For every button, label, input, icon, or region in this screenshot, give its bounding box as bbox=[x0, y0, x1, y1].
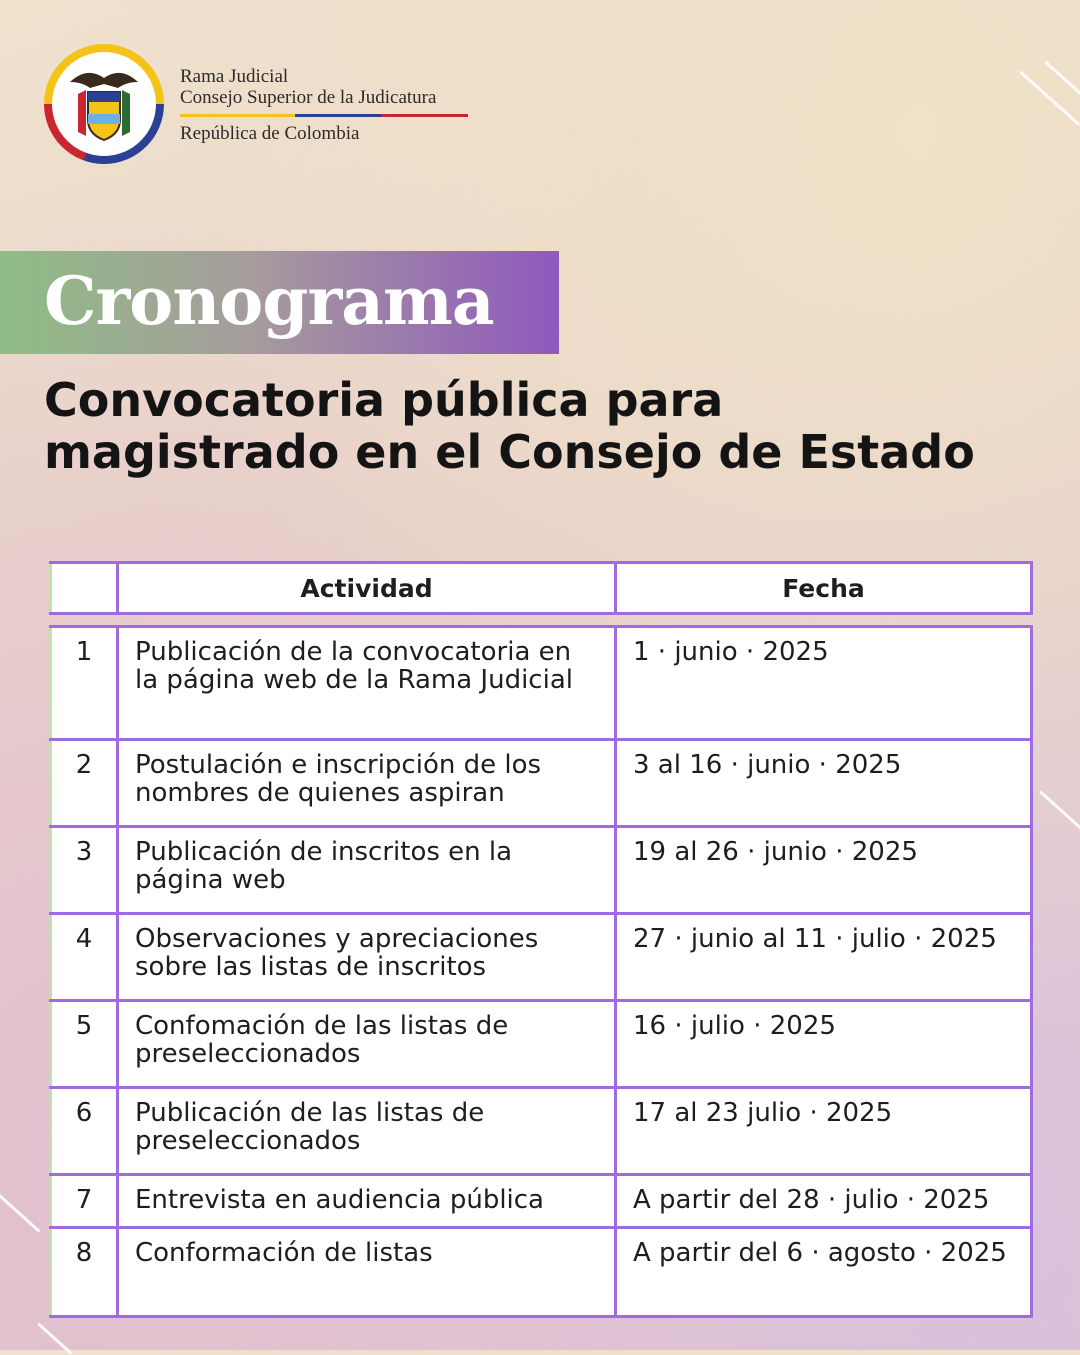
row-activity: Publicación de inscritos en la página web bbox=[118, 827, 616, 914]
table-row bbox=[51, 1175, 1032, 1228]
row-number: 2 bbox=[51, 740, 118, 827]
org-line-1: Rama Judicial bbox=[180, 66, 289, 87]
row-number: 1 bbox=[51, 627, 118, 740]
row-activity: Publicación de la convocatoria en la página web de la Rama Judicial bbox=[118, 627, 616, 740]
decorative-streak bbox=[1039, 790, 1080, 832]
row-activity: Observaciones y apreciaciones sobre las listas de inscritos bbox=[118, 914, 616, 1001]
table-row bbox=[51, 627, 1032, 740]
table-row bbox=[51, 1001, 1032, 1088]
page-headline bbox=[44, 374, 1044, 478]
headline-line-2: magistrado en el Consejo de Estado bbox=[44, 425, 975, 479]
row-date: 27 · junio al 11 · julio · 2025 bbox=[616, 914, 1032, 1001]
org-line-2: Consejo Superior de la Judicatura bbox=[180, 87, 437, 108]
row-number: 7 bbox=[51, 1175, 118, 1228]
row-date: 19 al 26 · junio · 2025 bbox=[616, 827, 1032, 914]
header-number-cell bbox=[51, 563, 118, 614]
row-date: 1 · junio · 2025 bbox=[616, 627, 1032, 740]
row-date: A partir del 6 · agosto · 2025 bbox=[616, 1228, 1032, 1317]
row-date: A partir del 28 · julio · 2025 bbox=[616, 1175, 1032, 1228]
header-activity: Actividad bbox=[118, 563, 616, 614]
row-number: 4 bbox=[51, 914, 118, 1001]
institution-name bbox=[180, 66, 468, 144]
row-number: 5 bbox=[51, 1001, 118, 1088]
row-activity: Conformación de listas bbox=[118, 1228, 616, 1317]
table-header bbox=[51, 563, 1032, 614]
headline-line-1: Convocatoria pública para bbox=[44, 373, 724, 427]
row-activity: Postulación e inscripción de los nombres de quienes aspiran bbox=[118, 740, 616, 827]
row-date: 3 al 16 · junio · 2025 bbox=[616, 740, 1032, 827]
table-row bbox=[51, 740, 1032, 827]
row-number: 8 bbox=[51, 1228, 118, 1317]
coat-of-arms-logo bbox=[44, 44, 164, 164]
tricolor-rule bbox=[180, 114, 468, 117]
row-activity: Publicación de las listas de preseleccionados bbox=[118, 1088, 616, 1175]
row-number: 3 bbox=[51, 827, 118, 914]
banner-title: Cronograma bbox=[44, 262, 494, 340]
table-row bbox=[51, 827, 1032, 914]
row-date: 17 al 23 julio · 2025 bbox=[616, 1088, 1032, 1175]
row-number: 6 bbox=[51, 1088, 118, 1175]
org-line-3: República de Colombia bbox=[180, 123, 360, 144]
schedule-table bbox=[49, 561, 1033, 1318]
decorative-streak bbox=[1019, 70, 1080, 126]
row-date: 16 · julio · 2025 bbox=[616, 1001, 1032, 1088]
row-activity: Confomación de las listas de preseleccionados bbox=[118, 1001, 616, 1088]
table-row bbox=[51, 1228, 1032, 1317]
colombia-coat-of-arms-icon bbox=[52, 52, 156, 156]
table-row bbox=[51, 914, 1032, 1001]
header-date: Fecha bbox=[616, 563, 1032, 614]
row-activity: Entrevista en audiencia pública bbox=[118, 1175, 616, 1228]
decorative-streak bbox=[0, 1190, 41, 1232]
table-row bbox=[51, 1088, 1032, 1175]
